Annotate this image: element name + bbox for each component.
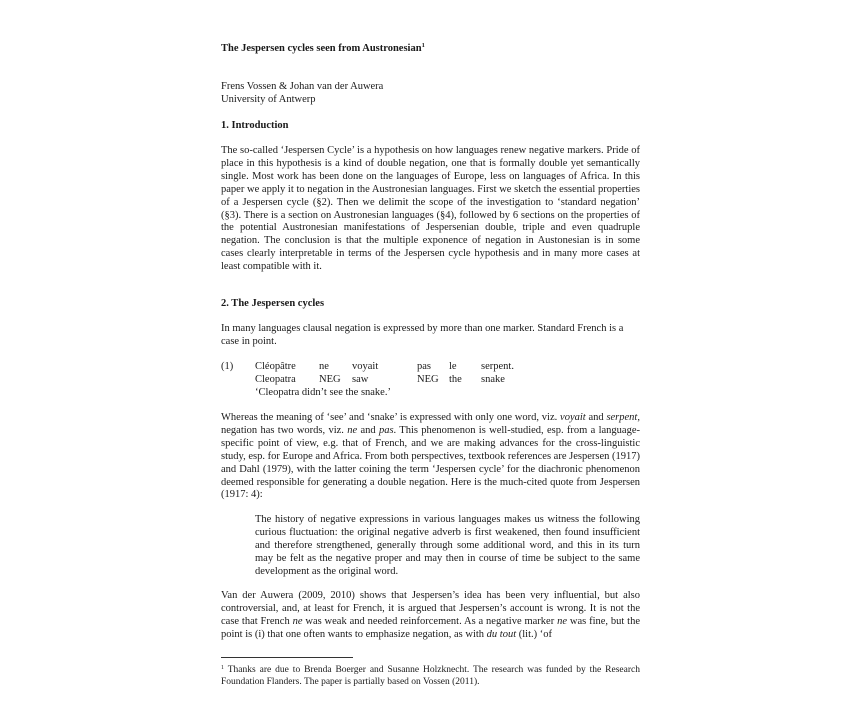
example-word: pas [417, 361, 431, 372]
italic-term: serpent [606, 412, 638, 423]
example-number: (1) [221, 361, 234, 372]
title-footnote-mark: 1 [421, 42, 425, 49]
italic-term: ne [292, 615, 303, 627]
italic-term: ne [557, 615, 568, 627]
section-1-heading: 1. Introduction [221, 120, 289, 131]
author-names: Frens Vossen & Johan van der Auwera [221, 81, 384, 92]
example-gloss: the [449, 374, 462, 385]
footnote-mark: 1 [221, 665, 224, 671]
footnote-separator [221, 657, 353, 658]
footnote [221, 662, 640, 688]
paper-title [221, 42, 425, 54]
text-run: . This phenomenon is well-studied, esp. from a language-specific point of view, e.g. that of French, and we are making advances for the cross-linguistic study, esp. for Europe and Africa. From both perspectives, textbook references are Jespersen (1917) and Dahl (1979), with the latter coining the term ‘Jespersen cycle’ for the diachronic phenomenon deemed responsible for generating a double negation. Here is the much-cited quote from Jespersen (1917: 4): [221, 424, 640, 501]
example-1 [221, 361, 640, 401]
example-word: serpent. [481, 361, 514, 372]
paper-title-text: The Jespersen cycles seen from Austronesian [221, 43, 422, 54]
example-word: Cléopâtre [255, 361, 296, 372]
section-1-paragraph: The so-called ‘Jespersen Cycle’ is a hypothesis on how languages renew negative markers. Pride of place in this hypothesis is a kind of double negation, one that is formally double yet semantically single. Most work has been done on the languages of Europe, less on languages of Africa. In this paper we apply it to negation in the Austronesian languages. First we sketch the essential properties of a Jespersen cycle (§2). Then we delimit the scope of the investigation to ‘standard negation’ (§3). There is a section on Austronesian languages (§4), followed by 6 sections on the properties of the potential Austronesian manifestations of Jespersenian double, triple and even quadruple negation. The conclusion is that the multiple exponence of negation in Austonesian is in some cases clearly interpretable in terms of the Jespersen cycle hypothesis and in many more cases at least compatible with it. [221, 145, 640, 273]
section-2-heading: 2. The Jespersen cycles [221, 298, 325, 309]
text-run: was weak and needed reinforcement. As a negative marker [302, 615, 558, 627]
text-run: Van der Auwera (2009, 2010) shows that Jespersen’s idea has been very influential, but also controversial, and, at least for French, it is argued that Jespersen’s account is wrong. It is not the case that French [221, 590, 640, 627]
example-gloss: NEG [417, 374, 439, 385]
text-run: Whereas the meaning of ‘see’ and ‘snake’ is expressed with only one word, viz. [221, 412, 561, 423]
block-quote: The history of negative expressions in various languages makes us witness the following curious fluctuation: the original negative adverb is first weakened, then found insufficient and therefore strengthened, generally through some additional word, and this in its turn may be felt as the negative proper and may then in course of time be subject to the same development as the original word. [255, 514, 640, 577]
example-gloss: saw [352, 374, 369, 385]
text-run: and [357, 424, 379, 436]
example-word: voyait [352, 361, 379, 372]
footnote-text: Thanks are due to Brenda Boerger and Susanne Holzknecht. The research was funded by the Research Foundation Flanders. The paper is partially based on Vossen (2011). [221, 665, 640, 687]
text-run: , negation has two words, viz. [221, 412, 640, 436]
example-word: ne [319, 361, 329, 372]
section-2-paragraph-2 [221, 412, 640, 502]
italic-term: voyait [560, 412, 586, 423]
italic-term: ne [347, 424, 358, 436]
section-2-paragraph-3 [221, 590, 640, 642]
section-2-paragraph-1: In many languages clausal negation is expressed by more than one marker. Standard French is a case in point. [221, 323, 624, 347]
example-gloss: snake [481, 374, 505, 385]
example-gloss: Cleopatra [255, 374, 296, 385]
example-word: le [449, 361, 457, 372]
author-affiliation: University of Antwerp [221, 93, 316, 105]
text-run: (lit.) ‘of [516, 628, 552, 640]
text-run: and [585, 412, 607, 423]
italic-term: du tout [486, 628, 517, 640]
italic-term: pas [378, 424, 394, 436]
example-gloss: NEG [319, 374, 341, 385]
text-run: was fine, but the point is (i) that one often wants to emphasize negation, as with [221, 615, 640, 640]
author-block [221, 81, 383, 107]
example-translation: ‘Cleopatra didn’t see the snake.’ [255, 387, 391, 398]
